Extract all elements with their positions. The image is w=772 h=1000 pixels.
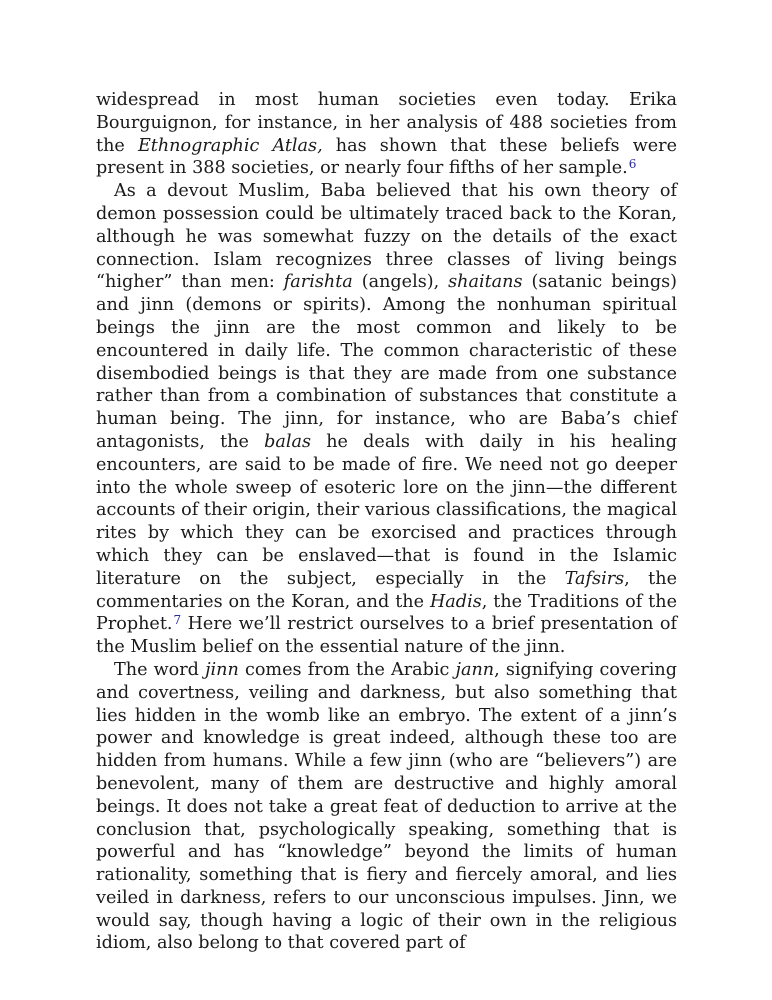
text-run: (angels), <box>352 272 449 293</box>
italic-term: balas <box>264 431 312 452</box>
text-run: The word <box>114 659 206 680</box>
italic-term: jinn <box>205 659 239 680</box>
text-run: comes from the Arabic <box>238 659 456 680</box>
text-run: , signifying covering and covertness, veiling and darkness, but also something that lies hidden in the womb like an embryo. The extent of a jinn’s power and knowledge is great indeed, although these too are hidden from humans. While a few jinn (who are “believers”) are benevolent, many of them are destructive and highly amoral beings. It does not take a great feat of deduction to arrive at the conclusion that, psychologically speaking, something that is powerful and has “knowledge” beyond the limits of human rationality, something that is fiery and fiercely amoral, and lies veiled in darkness, refers to our unconscious impulses. Jinn, we would say, though having a logic of their own in the religious idiom, also belong to that covered part of <box>96 659 677 954</box>
footnote-marker[interactable]: 6 <box>628 157 637 172</box>
italic-term: Hadis <box>429 591 482 612</box>
text-run: , the Traditions of the Prophet. <box>96 591 677 635</box>
text-run: Here we’ll restrict ourselves to a brief presentation of the Muslim belief on the essential nature of the jinn. <box>96 614 677 658</box>
text-run: widespread in most human societies even today. Erika Bourguignon, for instance, in her analysis of 488 societies from the <box>96 90 677 156</box>
text-run: , the commentaries on the Koran, and the <box>96 568 677 612</box>
paragraph-2 <box>96 180 677 659</box>
text-run: (satanic beings) and jinn (demons or spirits). Among the nonhuman spiritual beings the jinn are the most common and likely to be encountered in daily life. The common characteristic of these disembodied beings is that they are made from one substance rather than from a combination of substances that constitute a human being. The jinn, for instance, who are Baba’s chief antagonists, the <box>96 272 677 452</box>
book-page <box>96 89 677 955</box>
italic-term: jann <box>455 659 495 680</box>
text-run: has shown that these beliefs were present in 388 societies, or nearly four fifths of her sample. <box>96 135 677 179</box>
italic-term: shaitans <box>448 272 523 293</box>
italic-term: farishta <box>283 272 353 293</box>
italic-term: Tafsirs <box>564 568 625 589</box>
paragraph-3 <box>96 659 677 955</box>
text-run: he deals with daily in his healing encounters, are said to be made of fire. We need not go deeper into the whole sweep of esoteric lore on the jinn—the different accounts of their origin, their various classifications, the magical rites by which they can be exorcised and practices through which they can be enslaved—that is found in the Islamic literature on the subject, especially in the <box>96 431 677 589</box>
paragraph-1 <box>96 89 677 180</box>
text-run: As a devout Muslim, Baba believed that his own theory of demon possession could be ultimately traced back to the Koran, although he was somewhat fuzzy on the details of the exact connection. Islam recognizes three classes of living beings “higher” than men: <box>96 181 677 293</box>
footnote-marker[interactable]: 7 <box>173 613 182 628</box>
italic-term: Ethnographic Atlas, <box>137 135 323 156</box>
